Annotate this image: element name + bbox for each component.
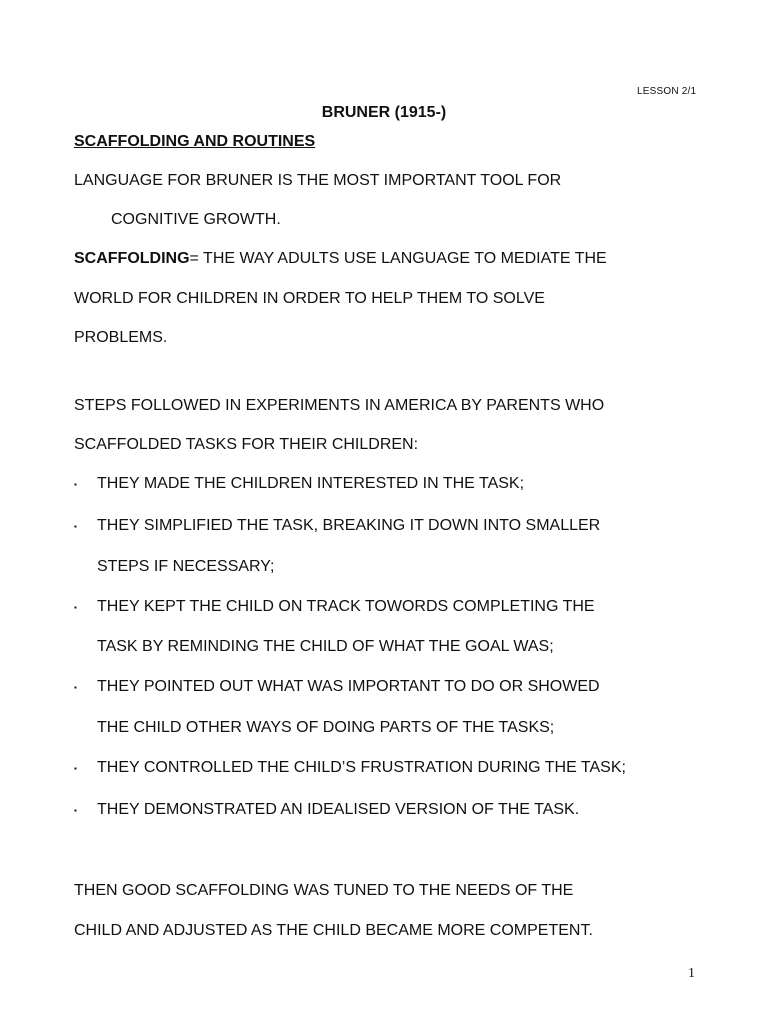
bullet-marker: ▪: [74, 764, 77, 773]
bullet-2-line-1: THEY SIMPLIFIED THE TASK, BREAKING IT DOWN INTO SMALLER: [97, 517, 601, 534]
page-title: BRUNER (1915-): [321, 104, 447, 121]
bullet-marker: ▪: [74, 522, 77, 531]
bullet-marker: ▪: [74, 806, 77, 815]
bullet-marker: ▪: [74, 603, 77, 612]
bullet-marker: ▪: [74, 683, 77, 692]
intro-line-1: LANGUAGE FOR BRUNER IS THE MOST IMPORTANT TOOL FOR: [74, 172, 562, 189]
definition-line-2: WORLD FOR CHILDREN IN ORDER TO HELP THEM TO SOLVE: [74, 290, 545, 307]
bullet-4-line-2: THE CHILD OTHER WAYS OF DOING PARTS OF THE TASKS;: [97, 719, 555, 736]
section-heading: SCAFFOLDING AND ROUTINES: [74, 133, 316, 150]
bullet-1-line-1: THEY MADE THE CHILDREN INTERESTED IN THE TASK;: [97, 475, 525, 492]
bullet-3-line-1: THEY KEPT THE CHILD ON TRACK TOWORDS COMPLETING THE: [97, 598, 595, 615]
definition-line-1: [74, 250, 607, 268]
bullet-2-line-2: STEPS IF NECESSARY;: [97, 558, 275, 575]
bullet-4-line-1: THEY POINTED OUT WHAT WAS IMPORTANT TO DO OR SHOWED: [97, 678, 600, 695]
definition-term: SCAFFOLDING: [74, 250, 190, 267]
bullet-5-line-1: THEY CONTROLLED THE CHILD’S FRUSTRATION DURING THE TASK;: [97, 759, 626, 776]
definition-line-3: PROBLEMS.: [74, 329, 168, 346]
bullet-marker: ▪: [74, 480, 77, 489]
page-number: 1: [688, 966, 695, 981]
steps-intro-line-1: STEPS FOLLOWED IN EXPERIMENTS IN AMERICA BY PARENTS WHO: [74, 397, 605, 414]
bullet-3-line-2: TASK BY REMINDING THE CHILD OF WHAT THE GOAL WAS;: [97, 638, 554, 655]
conclusion-line-2: CHILD AND ADJUSTED AS THE CHILD BECAME MORE COMPETENT.: [74, 922, 593, 939]
lesson-reference: LESSON 2/1: [637, 86, 697, 97]
intro-line-2: COGNITIVE GROWTH.: [111, 211, 281, 228]
steps-intro-line-2: SCAFFOLDED TASKS FOR THEIR CHILDREN:: [74, 436, 419, 453]
bullet-6-line-1: THEY DEMONSTRATED AN IDEALISED VERSION OF THE TASK.: [97, 801, 580, 818]
conclusion-line-1: THEN GOOD SCAFFOLDING WAS TUNED TO THE NEEDS OF THE: [74, 882, 574, 899]
definition-line-1-rest: = THE WAY ADULTS USE LANGUAGE TO MEDIATE THE: [189, 250, 607, 267]
